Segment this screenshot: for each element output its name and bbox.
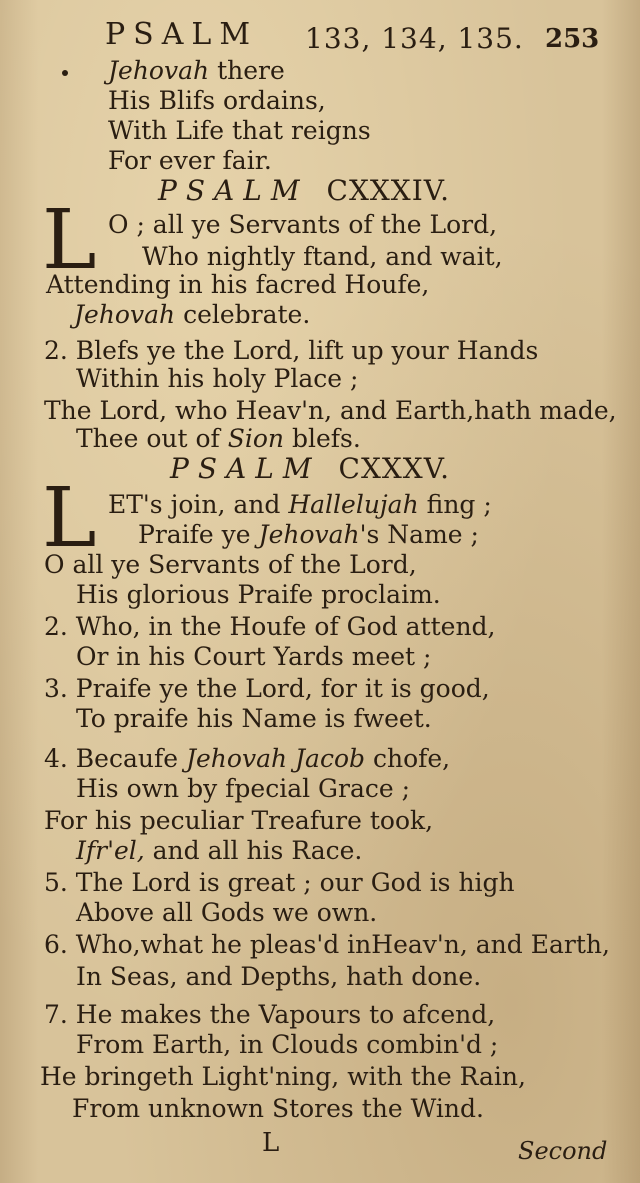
psalm135-line-17: 7. He makes the Vapours to afcend, (44, 1000, 496, 1029)
psalm134-line-2: Who nightly ftand, and wait, (142, 242, 503, 271)
psalm135-line-2-b: 's Name ; (359, 520, 479, 549)
psalm133-line-1-italic: Jehovah (108, 56, 210, 85)
psalm134-line-4 (74, 300, 310, 330)
psalm135-title-word: PSALM (170, 452, 321, 485)
psalm135-line-1 (108, 490, 492, 520)
psalm134-line-4-italic: Jehovah (74, 300, 176, 329)
psalm135-line-9-italic: Jehovah Jacob (185, 744, 366, 773)
psalm135-line-12 (76, 836, 362, 866)
psalm133-line-4: For ever fair. (108, 146, 272, 175)
psalm135-line-11: For his peculiar Treafure took, (44, 806, 434, 835)
psalm135-line-10: His own by fpecial Grace ; (76, 774, 411, 803)
psalm135-line-18: From Earth, in Clouds combin'd ; (76, 1030, 499, 1059)
psalm135-line-7: 3. Praife ye the Lord, for it is good, (44, 674, 490, 703)
psalm135-line-20: From unknown Stores the Wind. (72, 1094, 484, 1123)
psalm135-line-14: Above all Gods we own. (76, 898, 378, 927)
psalm134-line-8 (76, 424, 361, 454)
psalm135-line-12-text: and all his Race. (152, 836, 363, 865)
psalm134-line-8-a: Thee out of (76, 424, 220, 453)
page-number: 253 (545, 24, 600, 54)
psalm134-line-8-italic: Sion (227, 424, 284, 453)
psalm135-line-5: 2. Who, in the Houfe of God attend, (44, 612, 496, 641)
psalm135-line-2-italic: Jehovah (258, 520, 360, 549)
psalm135-line-1-italic: Hallelujah (288, 490, 419, 519)
psalm135-line-2 (138, 520, 479, 550)
psalm135-line-16: In Seas, and Depths, hath done. (76, 962, 482, 991)
psalm135-line-6: Or in his Court Yards meet ; (76, 642, 432, 671)
psalm135-line-4: His glorious Praife proclaim. (76, 580, 441, 609)
psalm135-drop-cap: L (42, 471, 97, 566)
psalm134-line-3: Attending in his facred Houfe, (46, 270, 430, 299)
psalm134-title-number: CXXXIV. (326, 174, 451, 207)
psalm133-line-1 (108, 56, 285, 86)
psalm135-line-12-italic: Ifr'el, (76, 836, 145, 865)
psalm134-line-4-text: celebrate. (183, 300, 311, 329)
bullet-mark (62, 70, 68, 76)
psalm134-line-1: O ; all ye Servants of the Lord, (108, 210, 498, 239)
psalm135-title-number: CXXXV. (338, 452, 450, 485)
psalm135-line-2-a: Praife ye (138, 520, 251, 549)
psalm135-line-1-a: ET's join, and (108, 490, 281, 519)
running-head-word: PSALM (105, 17, 259, 52)
psalm134-line-8-b: blefs. (291, 424, 361, 453)
psalm135-line-15: 6. Who,what he pleas'd inHeav'n, and Earth, (44, 930, 610, 959)
psalm135-line-13: 5. The Lord is great ; our God is high (44, 868, 515, 897)
psalm135-line-1-b: fing ; (426, 490, 492, 519)
psalm135-line-9-a: 4. Becaufe (44, 744, 179, 773)
psalm135-line-8: To praife his Name is fweet. (76, 704, 432, 733)
running-head-numbers: 133, 134, 135. (305, 22, 524, 55)
psalm135-line-9 (44, 744, 450, 774)
catchword: Second (518, 1137, 608, 1165)
psalm134-line-5: 2. Blefs ye the Lord, lift up your Hands (44, 336, 539, 365)
psalm135-line-3: O all ye Servants of the Lord, (44, 550, 417, 579)
psalm133-line-3: With Life that reigns (108, 116, 371, 145)
psalm135-line-9-b: chofe, (372, 744, 451, 773)
psalm134-title (158, 176, 450, 206)
psalm134-title-word: PSALM (158, 174, 309, 207)
psalm133-line-2: His Blifs ordains, (108, 86, 326, 115)
psalm135-line-19: He bringeth Light'ning, with the Rain, (40, 1062, 526, 1091)
signature-mark: L (262, 1128, 280, 1158)
psalm134-line-7: The Lord, who Heav'n, and Earth,hath made, (44, 396, 617, 425)
psalm135-title (170, 454, 450, 484)
psalm133-line-1-text: there (217, 56, 285, 85)
psalm134-drop-cap: L (42, 193, 97, 288)
psalm134-line-6: Within his holy Place ; (76, 364, 359, 393)
